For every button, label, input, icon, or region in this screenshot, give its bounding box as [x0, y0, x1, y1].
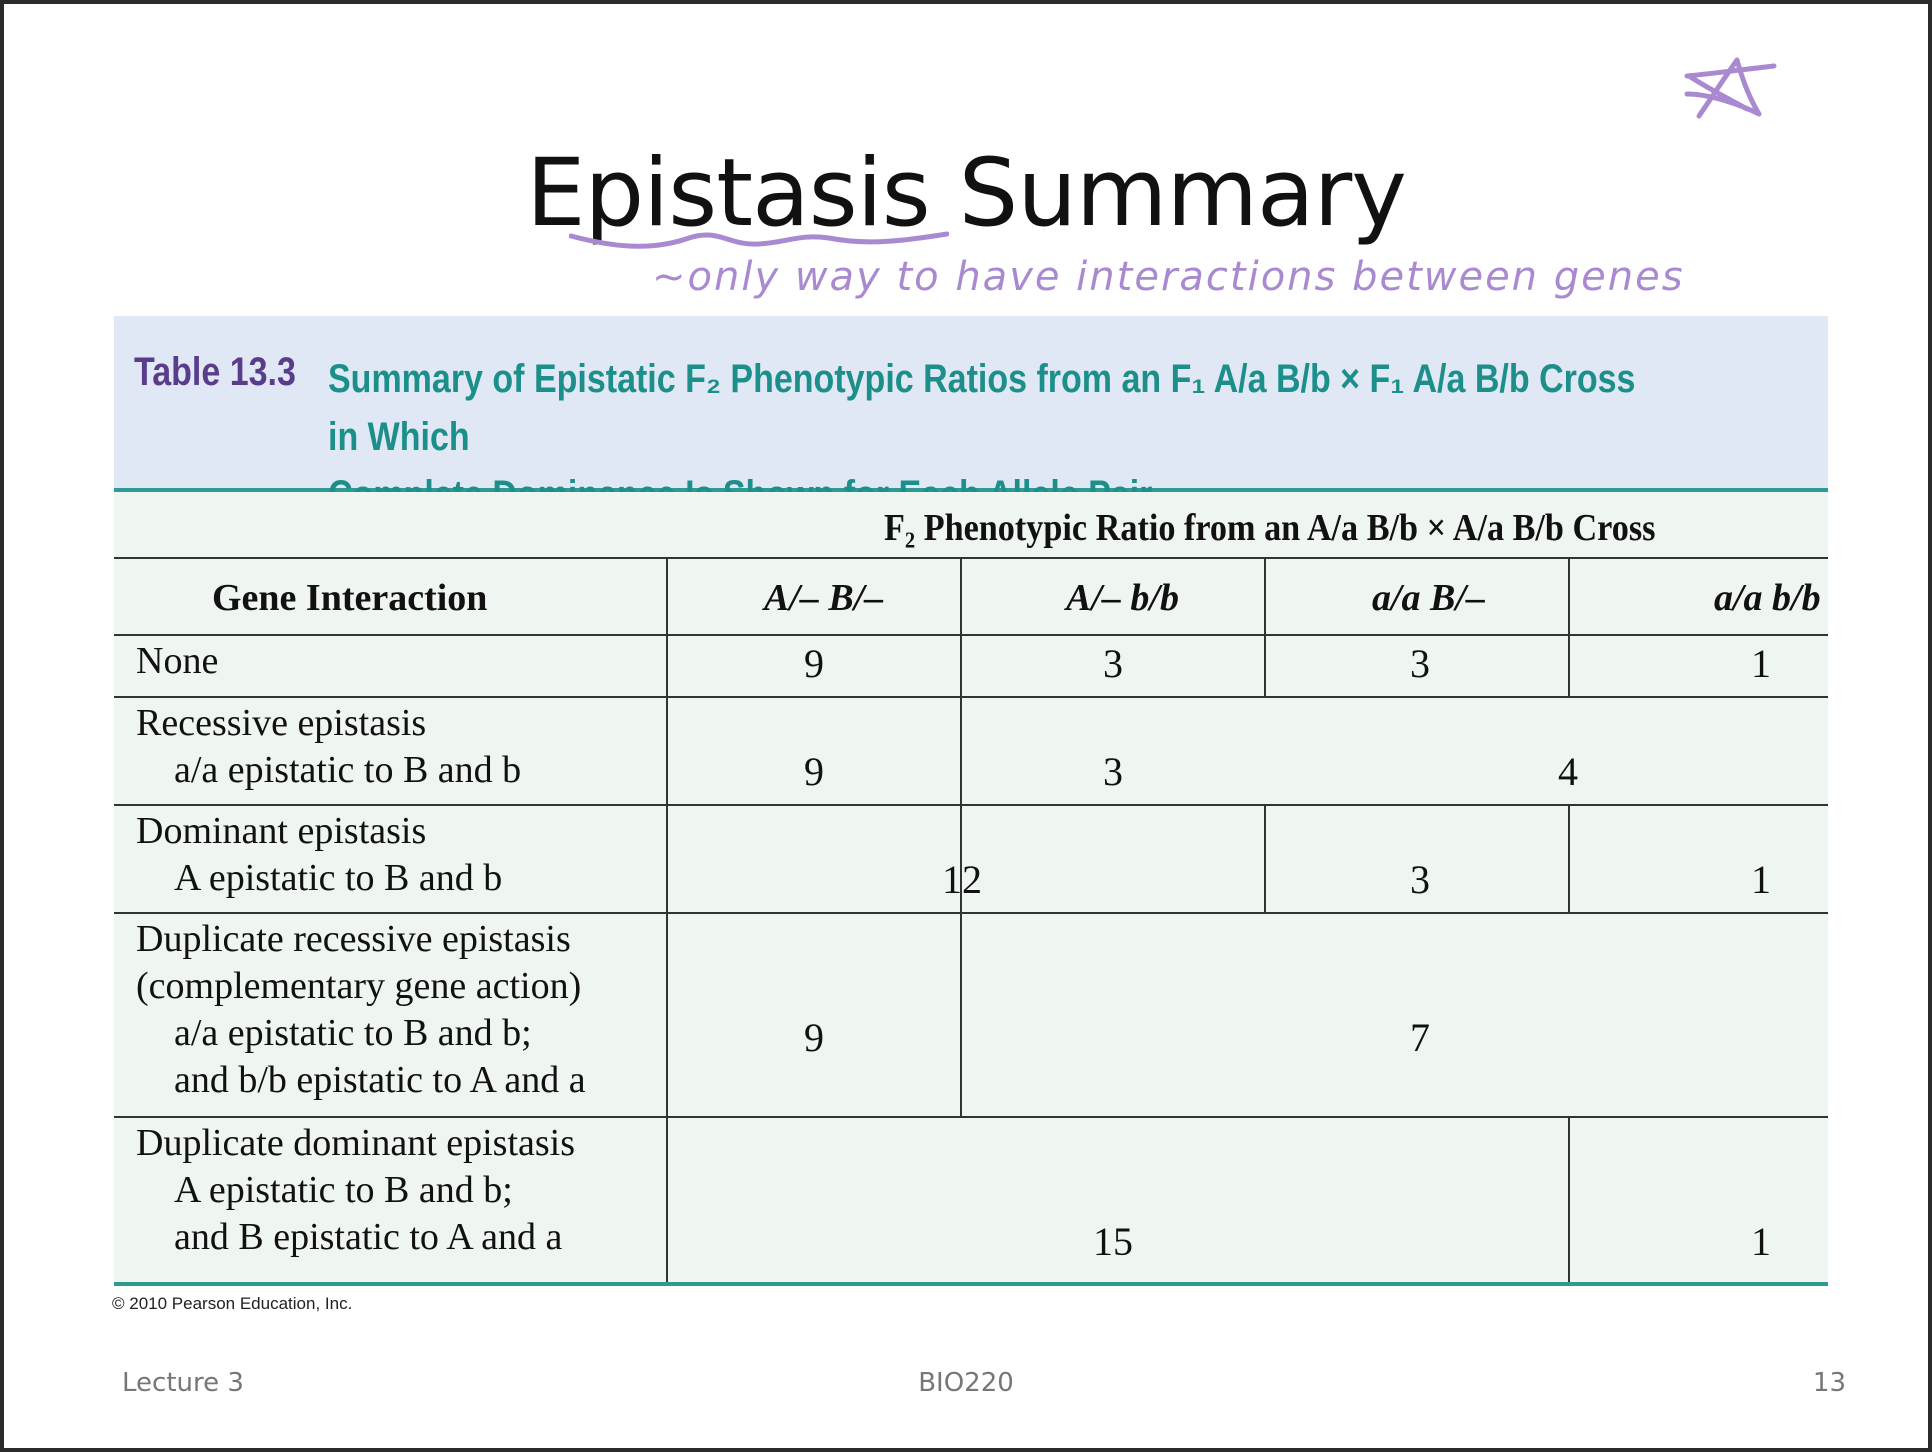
- rule: [114, 634, 1828, 636]
- row-label-line: Duplicate recessive epistasis: [136, 918, 571, 960]
- slide-title: Epistasis Summary: [526, 139, 1406, 248]
- rule: [960, 912, 962, 1116]
- row-label-line: and B epistatic to A and a: [174, 1216, 563, 1258]
- ratio-value: 12: [942, 857, 982, 902]
- row-label-line: Recessive epistasis: [136, 702, 427, 744]
- row-label-line: and b/b epistatic to A and a: [174, 1059, 586, 1101]
- ratio-value: 7: [1410, 1015, 1430, 1060]
- row-label: [136, 700, 521, 794]
- rule: [114, 912, 1828, 914]
- ratio-value: 3: [1410, 641, 1430, 686]
- row-label-line: a/a epistatic to B and b;: [174, 1012, 532, 1054]
- rule: [666, 558, 668, 1282]
- column-header: A/– b/b: [1066, 577, 1179, 619]
- rule: [114, 696, 1828, 698]
- column-header: a/a B/–: [1372, 577, 1485, 619]
- rule: [114, 1116, 1828, 1118]
- ratio-value: 3: [1410, 857, 1430, 902]
- footer-center: BIO220: [918, 1368, 1014, 1398]
- ratio-value: 9: [804, 641, 824, 686]
- star-doodle-icon: [1679, 54, 1779, 129]
- row-label: [136, 916, 586, 1104]
- copyright-notice: © 2010 Pearson Education, Inc.: [112, 1294, 353, 1313]
- handwritten-note: ~only way to have interactions between genes: [652, 254, 1685, 300]
- rule: [1568, 804, 1570, 912]
- row-label-line: Dominant epistasis: [136, 810, 427, 852]
- row-label-line: Duplicate dominant epistasis: [136, 1122, 576, 1164]
- rule: [114, 804, 1828, 806]
- rule: [1568, 558, 1570, 696]
- ratio-value: 1: [1751, 641, 1771, 686]
- ratio-value: 1: [1751, 1219, 1771, 1264]
- ratio-value: 9: [804, 1015, 824, 1060]
- ratio-value: 3: [1103, 641, 1123, 686]
- table-number: Table 13.3: [134, 350, 296, 394]
- footer-page-number: 13: [1812, 1368, 1846, 1398]
- span-header: F₂ Phenotypic Ratio from an A/a B/b × A/a B/b Cross: [884, 507, 1656, 549]
- ratio-value: 15: [1093, 1219, 1133, 1264]
- table-header-band: [114, 316, 1828, 492]
- row-label-line: A epistatic to B and b;: [174, 1169, 513, 1211]
- ratio-value: 1: [1751, 857, 1771, 902]
- rule: [1568, 1116, 1570, 1282]
- rule: [1264, 558, 1266, 696]
- rule: [1264, 804, 1266, 912]
- column-header-gene-interaction: Gene Interaction: [212, 577, 488, 619]
- row-label: [136, 808, 502, 902]
- footer-left: Lecture 3: [122, 1368, 244, 1398]
- row-label: [136, 1120, 575, 1261]
- row-label: None: [136, 640, 219, 682]
- row-label-line: (complementary gene action): [136, 965, 582, 1007]
- table-caption-line-1: Summary of Epistatic F₂ Phenotypic Ratios from an F₁ A/a B/b × F₁ A/a B/b Cross in Which: [328, 357, 1636, 459]
- ratio-value: 9: [804, 749, 824, 794]
- ratio-value: 4: [1558, 749, 1578, 794]
- row-label-line: a/a epistatic to B and b: [174, 749, 522, 791]
- column-header: A/– B/–: [764, 577, 884, 619]
- ratio-table: [114, 492, 1828, 1286]
- column-header: a/a b/b: [1714, 577, 1821, 619]
- row-label-line: A epistatic to B and b: [174, 857, 503, 899]
- ratio-value: 3: [1103, 749, 1123, 794]
- rule: [114, 557, 1828, 559]
